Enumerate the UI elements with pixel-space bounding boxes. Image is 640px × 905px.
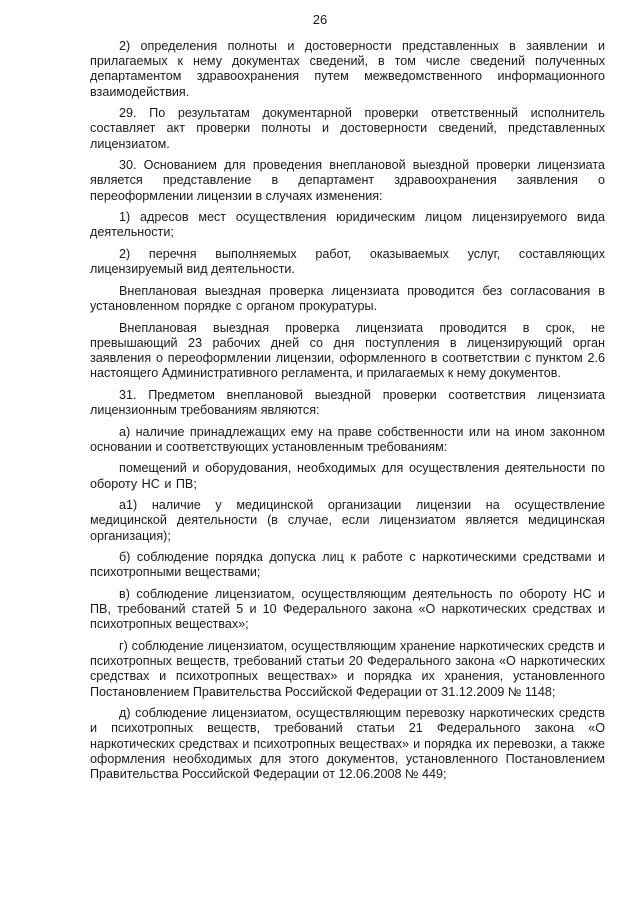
- paragraph-inspection-term: Внеплановая выездная проверка лицензиата проводится в срок, не превышающий 23 рабочих дней со дня поступления в лицензирующий орган заявления о переоформлении лицензии, оформленного в соответствии с пунктом 2.6 настоящего Административного регламента, и прилагаемых к нему документов.: [90, 320, 605, 381]
- paragraph-30-item-1: 1) адресов мест осуществления юридическим лицом лицензируемого вида деятельности;: [90, 210, 605, 240]
- paragraph-31-item-a1: а1) наличие у медицинской организации лицензии на осуществление медицинской деятельности (в случае, если лицензиатом является медицинская организация);: [90, 498, 605, 543]
- paragraph-31-item-v: в) соблюдение лицензиатом, осуществляющим деятельность по обороту НС и ПВ, требований статей 5 и 10 Федерального закона «О наркотических средствах и психотропных веществах»;: [90, 586, 605, 632]
- paragraph-29: 29. По результатам документарной проверки ответственный исполнитель составляет акт проверки полноты и достоверности сведений, представленных лицензиатом.: [90, 106, 605, 151]
- paragraph-31-item-d: д) соблюдение лицензиатом, осуществляющим перевозку наркотических средств и психотропных веществ, требований статьи 21 Федерального закона «О наркотических средствах и психотропных веществах» и порядка их перевозки, а также оформления необходимых для этого документов, установленного Постановлением Правительства Российской Федерации от 12.06.2008 № 449;: [90, 706, 605, 781]
- page-number: 26: [312, 12, 328, 27]
- document-body: [90, 39, 605, 789]
- paragraph-31: 31. Предметом внеплановой выездной проверки соответствия лицензиата лицензионным требованиям являются:: [90, 387, 605, 417]
- paragraph-31-item-g: г) соблюдение лицензиатом, осуществляющим хранение наркотических средств и психотропных веществ, требований статьи 20 Федерального закона «О наркотических средствах и психотропных веществах» и порядка их хранения, установленного Постановлением Правительства Российской Федерации от 31.12.2009 № 1148;: [90, 638, 605, 699]
- paragraph-no-prosecutor-approval: Внеплановая выездная проверка лицензиата проводится без согласования в установленном порядке с органом прокуратуры.: [90, 283, 605, 313]
- paragraph-30-item-2: 2) перечня выполняемых работ, оказываемых услуг, составляющих лицензируемый вид деятельности.: [90, 247, 605, 277]
- paragraph-31-premises: помещений и оборудования, необходимых для осуществления деятельности по обороту НС и ПВ;: [90, 461, 605, 491]
- paragraph-31-item-b: б) соблюдение порядка допуска лиц к работе с наркотическими средствами и психотропными веществами;: [90, 550, 605, 580]
- paragraph-item-2-verification: 2) определения полноты и достоверности представленных в заявлении и прилагаемых к нему документах сведений, в том числе сведений полученных департаментом здравоохранения путем межведомственного информационного взаимодействия.: [90, 39, 605, 99]
- paragraph-31-item-a: а) наличие принадлежащих ему на праве собственности или на ином законном основании и соответствующих установленным требованиям:: [90, 424, 605, 454]
- paragraph-30: 30. Основанием для проведения внеплановой выездной проверки лицензиата является представление в департамент здравоохранения заявления о переоформлении лицензии в случаях изменения:: [90, 158, 605, 203]
